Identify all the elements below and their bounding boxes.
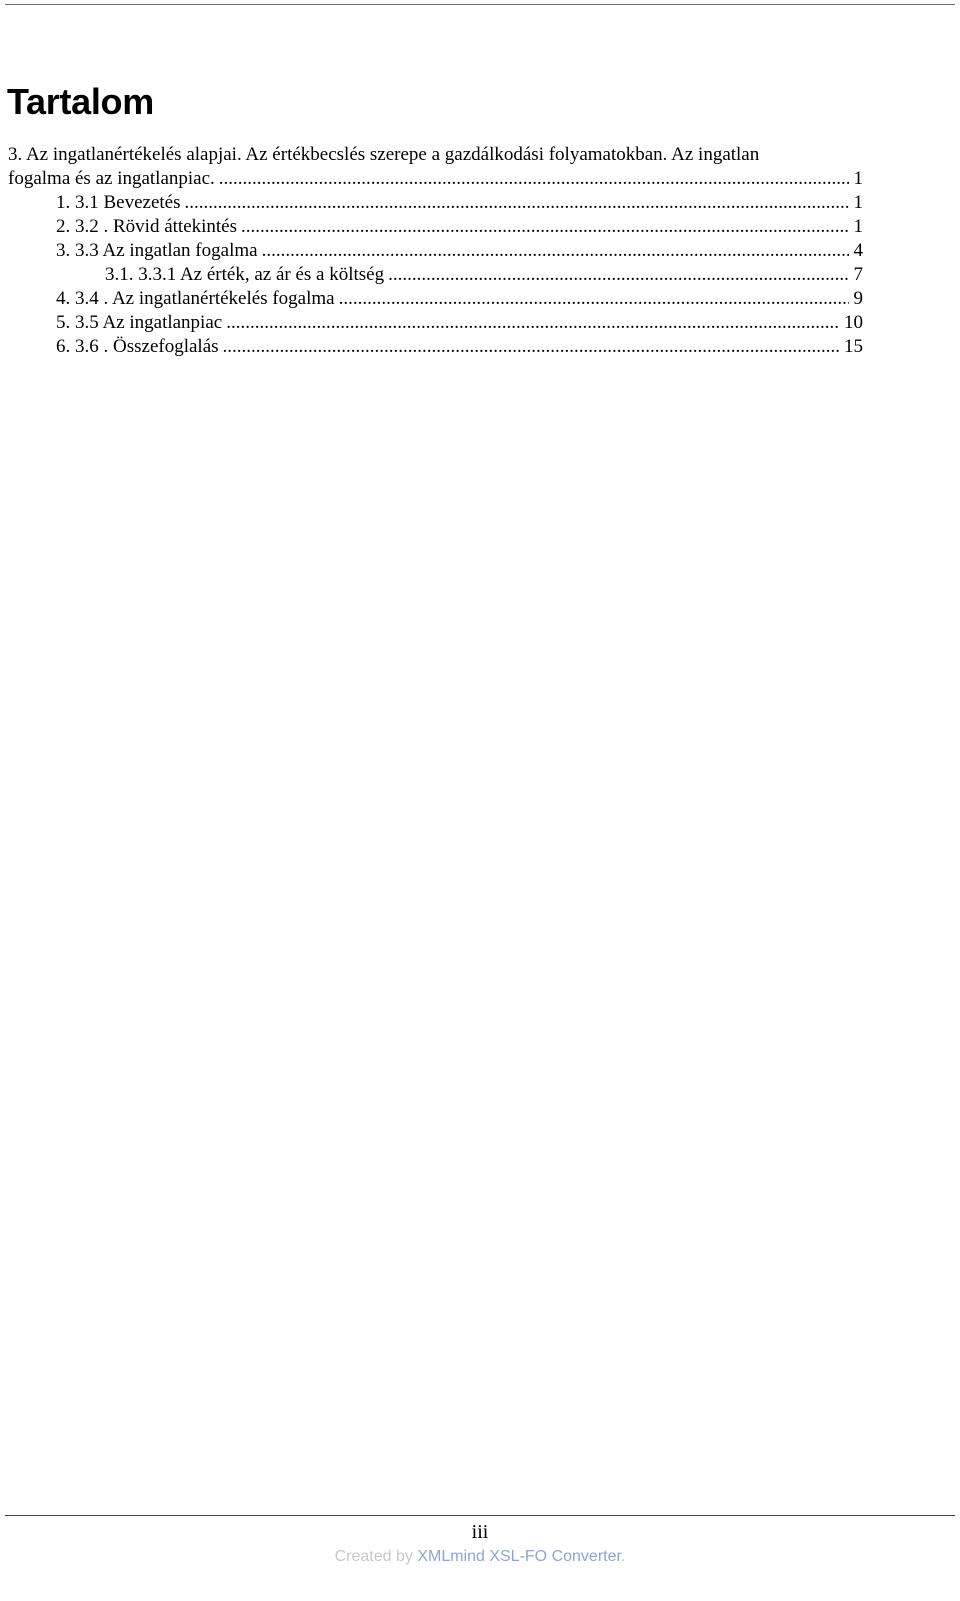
dot-leader: [339, 287, 849, 311]
toc-page-number: 1: [853, 192, 863, 213]
toc-entry-label: 1. 3.1 Bevezetés: [56, 192, 181, 213]
page-title: Tartalom: [7, 81, 154, 122]
dot-leader: [223, 335, 840, 359]
toc-entry-ingatlanertekeles-fogalma[interactable]: [8, 287, 863, 311]
footer-credit-suffix: .: [620, 1548, 626, 1565]
toc-page-number: 1: [853, 168, 863, 189]
page-number: iii: [471, 1521, 489, 1543]
toc-entry-bevezetes[interactable]: [8, 191, 863, 215]
toc-entry-osszefoglalas[interactable]: [8, 335, 863, 359]
footer-credit-prefix: Created by: [334, 1548, 418, 1565]
toc-page-number: 4: [853, 240, 863, 261]
toc-entry-label: 3. 3.3 Az ingatlan fogalma: [56, 240, 258, 261]
toc-entry-label: 6. 3.6 . Összefoglalás: [56, 336, 219, 357]
dot-leader: [226, 311, 840, 335]
toc-entry-ertek-ar-koltseg[interactable]: [8, 263, 863, 287]
toc-entry-label: 3.1. 3.3.1 Az érték, az ár és a költség: [105, 264, 385, 285]
dot-leader: [241, 215, 849, 239]
toc-entry-ingatlan-fogalma[interactable]: [8, 239, 863, 263]
footer-credit: [0, 1547, 960, 1567]
toc-entry-label: 4. 3.4 . Az ingatlanértékelés fogalma: [56, 288, 335, 309]
footer-rule: [5, 1515, 955, 1516]
toc-entry-label: 2. 3.2 . Rövid áttekintés: [56, 216, 238, 237]
toc-page-number: 7: [853, 264, 863, 285]
toc-page-number: 10: [844, 312, 863, 333]
dot-leader: [185, 191, 849, 215]
footer-credit-brand: XMLmind XSL-FO Converter: [417, 1548, 621, 1565]
toc-page-number: 15: [844, 336, 863, 357]
toc-page-number: 1: [853, 216, 863, 237]
table-of-contents: [8, 143, 863, 359]
dot-leader: [388, 263, 849, 287]
toc-chapter-title-line-2: fogalma és az ingatlanpiac.: [8, 168, 215, 189]
header-rule: [5, 4, 955, 5]
toc-entry-label: 5. 3.5 Az ingatlanpiac: [56, 312, 223, 333]
dot-leader: [219, 167, 849, 191]
toc-chapter-entry[interactable]: [8, 167, 863, 191]
toc-entry-rovid-attekintes[interactable]: [8, 215, 863, 239]
dot-leader: [262, 239, 849, 263]
toc-chapter-title-line-1[interactable]: 3. Az ingatlanértékelés alapjai. Az értékbecslés szerepe a gazdálkodási folyamatokban. Az ingatlan: [8, 144, 760, 165]
toc-entry-ingatlanpiac[interactable]: [8, 311, 863, 335]
toc-page-number: 9: [853, 288, 863, 309]
